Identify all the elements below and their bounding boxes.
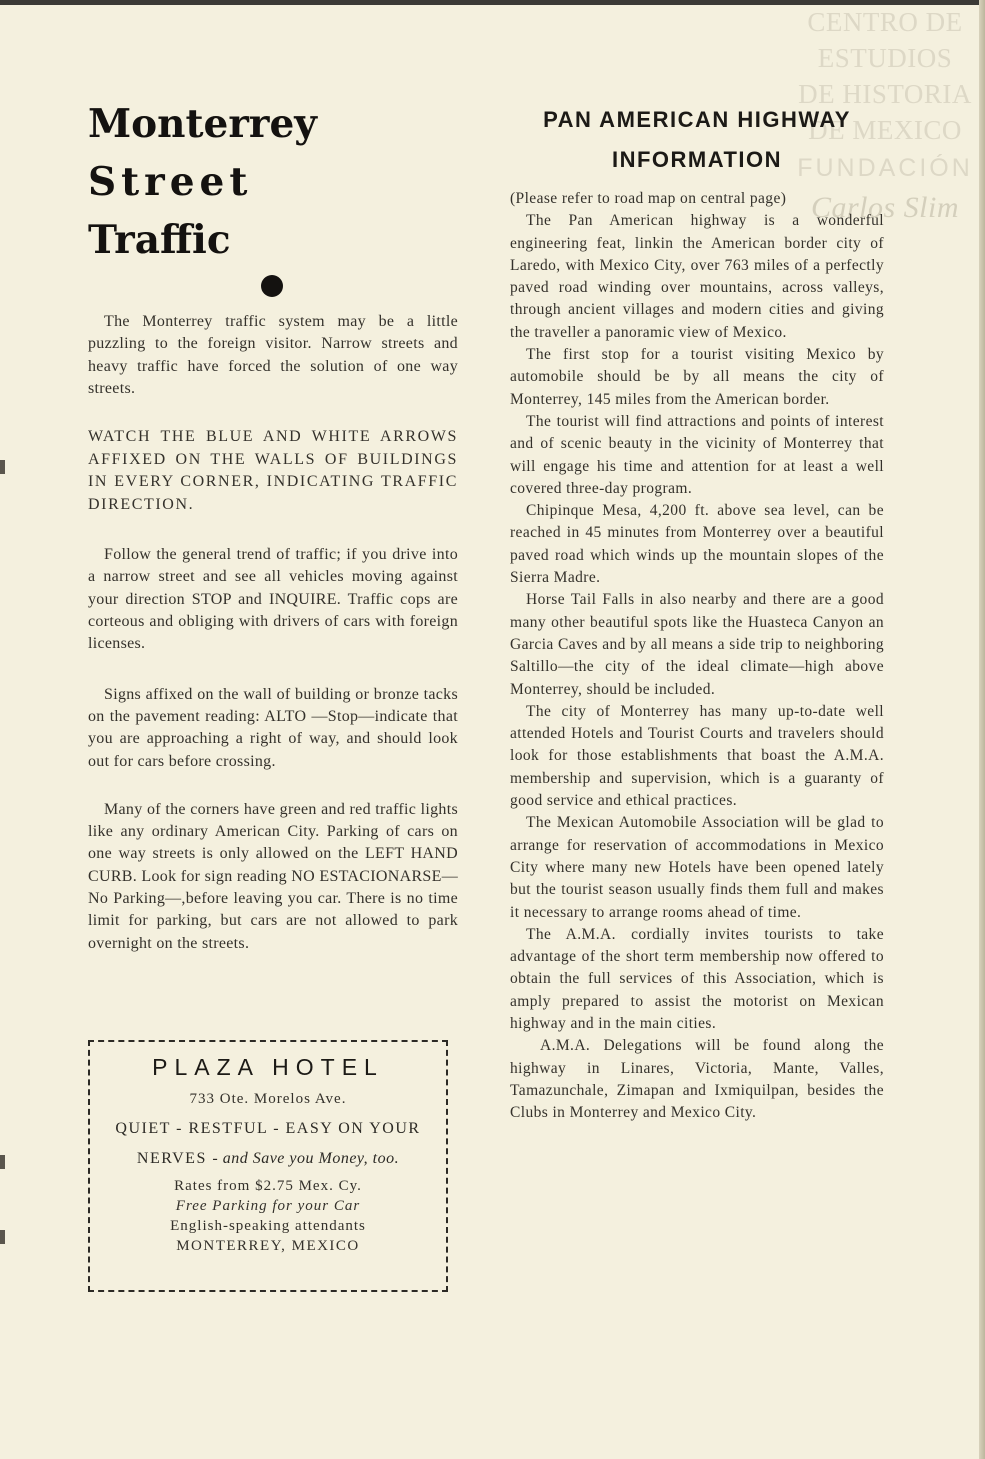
body-paragraph: A.M.A. Delegations will be found along the highway in Linares, Victoria, Mante, Valles, Tamazunchale, Zimapan and Ixmiquilpan, besides the Clubs in Monterrey and Mexico City. [510,1037,884,1122]
title-line: Street [88,159,253,205]
tagline-caps: NERVES [136,1150,207,1167]
body-paragraph: Follow the general trend of traffic; if you drive into a narrow street and see all vehicles moving against your direction STOP and INQUIRE. Traffic cops are corteous and obliging with drivers of cars with foreign licenses. [88,546,458,653]
title-line: Monterrey [88,101,317,147]
heading-line: INFORMATION [611,147,783,172]
section-heading [510,100,884,180]
hotel-rates: Rates from $2.75 Mex. Cy. [174,1178,362,1194]
body-paragraph: The Pan American highway is a wonderful engineering feat, linkin the American border city of Laredo, with Mexico City, over 763 miles of a perfectly paved road winding over mountains, across valleys, through ancient villages and modern cities and giving the traveller a panoramic view of Mexico. [510,212,884,341]
body-paragraph: Many of the corners have green and red traffic lights like any ordinary American City. Parking of cars on one way streets is only allowed on the LEFT HAND CURB. Look for sign reading NO ESTACIONARSE—No Parking—,before leaving you car. There is no time limit for parking, but cars are not allowed to park overnight on the streets. [88,800,458,952]
title-line: Traffic [88,217,231,263]
hotel-staff: English-speaking attendants [170,1218,366,1234]
hotel-tagline: QUIET - RESTFUL - EASY ON YOUR [115,1120,421,1137]
left-column [88,95,458,955]
hotel-city: MONTERREY, MEXICO [176,1238,360,1254]
bullet-dot-icon [261,275,283,297]
watermark-foundation: FUNDACIÓN [797,154,973,182]
body-paragraph: Signs affixed on the wall of building or bronze tacks on the pavement reading: ALTO —Stop—indicate that you are approaching a right of way, and should look out for cars before crossing. [88,685,458,770]
watermark-line: DE HISTORIA [798,79,972,109]
body-paragraph: The Monterrey traffic system may be a little puzzling to the foreign visitor. Narrow streets and heavy traffic have forced the solution of one way streets. [88,313,458,397]
watermark-line: ESTUDIOS [817,43,953,73]
body-paragraph: Chipinque Mesa, 4,200 ft. above sea level, can be reached in 45 minutes from Monterrey over a beautiful paved road which winds up the mountain slopes of the Sierra Madre. [510,502,884,587]
article-title [88,95,458,269]
binding-mark [0,1230,5,1244]
hotel-advertisement [88,1040,448,1292]
body-paragraph: The city of Monterrey has many up-to-date well attended Hotels and Tourist Courts and travelers should look for those establishments that boast the A.M.A. membership and supervision, which is a guaranty of good service and ethical practices. [510,702,884,810]
map-note: (Please refer to road map on central page) [510,190,787,207]
watermark-line: CENTRO DE [807,7,963,37]
binding-mark [0,1155,5,1169]
tagline-italic: - and Save you Money, too. [212,1150,400,1167]
body-paragraph: The first stop for a tourist visiting Mexico by automobile should be by all means the city of Monterrey, 145 miles from the American border. [510,346,884,408]
watermark-signature: Carlos Slim [810,191,960,224]
body-paragraph: The A.M.A. cordially invites tourists to take advantage of the short term membership now offered to obtain the full services of this Association, which is amply prepared to assist the motorist on Mexican highway and in the main cities. [510,925,884,1032]
hotel-address: 733 Ote. Morelos Ave. [189,1091,347,1107]
hotel-name: PLAZA HOTEL [152,1054,384,1080]
body-paragraph: The tourist will find attractions and points of interest and of scenic beauty in the vicinity of Monterrey that will engage his time and attention for at least a well covered three-day program. [510,412,884,497]
body-paragraph: The Mexican Automobile Association will be glad to arrange for reservation of accommodations in Mexico City where many new Hotels have been opened lately but the tourist season usually finds them full and makes it necessary to arrange rooms ahead of time. [510,814,884,921]
heading-line: PAN AMERICAN HIGHWAY [543,107,851,132]
watermark-line: DE MEXICO [808,115,962,145]
body-paragraph: Horse Tail Falls in also nearby and there are a good many other beautiful spots like the Huasteca Canyon an Garcia Caves and by all means a side trip to neighboring Saltillo—the city of the ideal climate—high above Monterrey, should be included. [510,591,884,698]
hotel-parking: Free Parking for your Car [175,1198,361,1214]
hotel-tagline-second [92,1150,444,1168]
warning-paragraph: WATCH THE BLUE AND WHITE ARROWS AFFIXED ON THE WALLS OF BUILDINGS IN EVERY CORNER, INDICATING TRAFFIC DIRECTION. [88,428,458,513]
binding-mark [0,460,5,474]
right-column [510,100,884,1124]
